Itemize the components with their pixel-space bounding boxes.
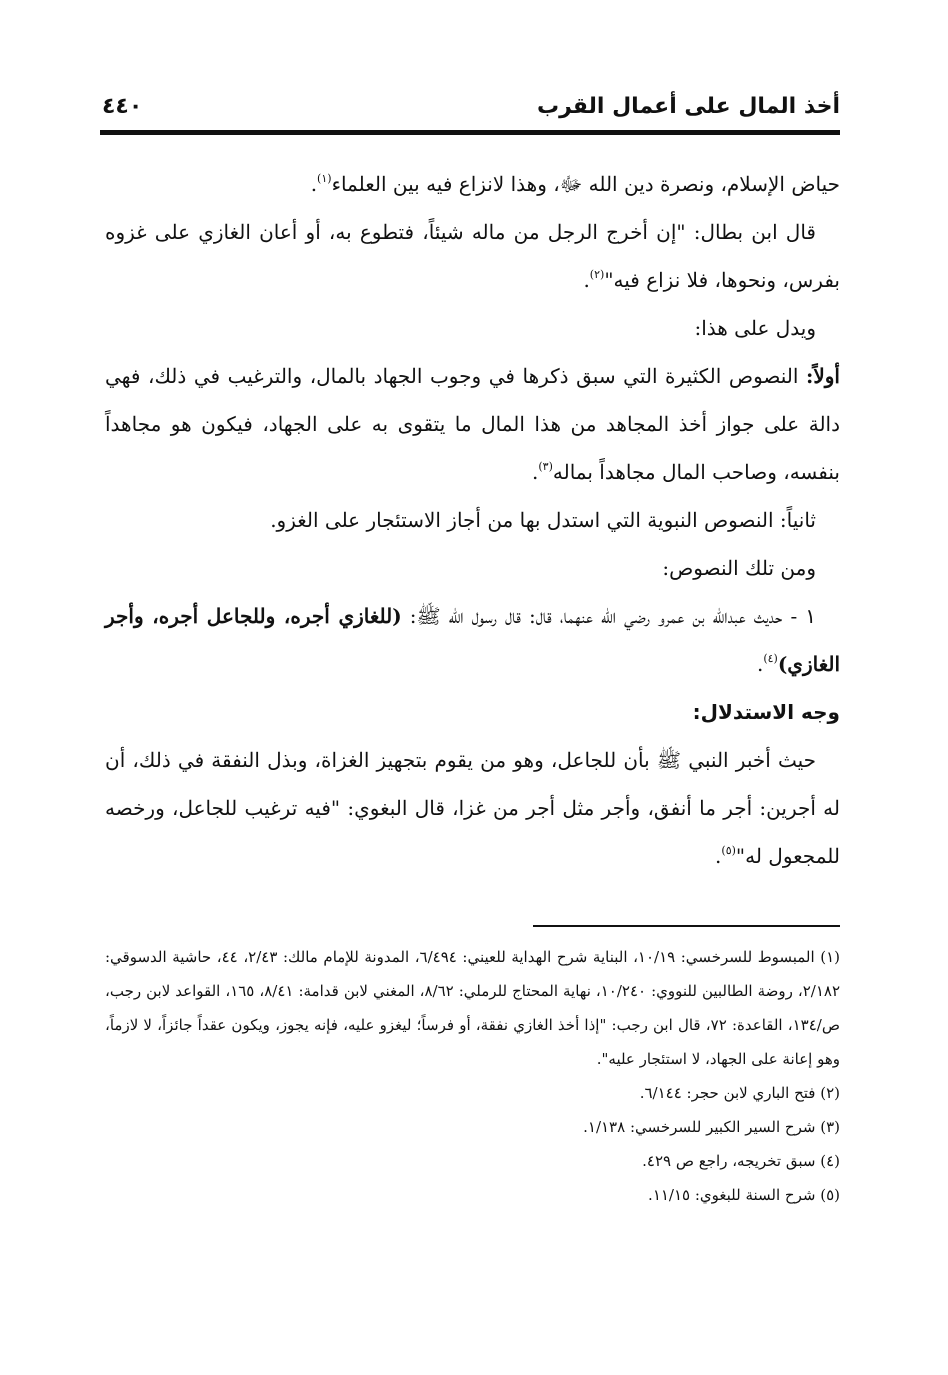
main-text — [105, 160, 840, 880]
paragraph-hadith: ١ - حديث عبدالله بن عمرو رضي الله عنهما، قال: قال رسول الله ﷺ: (للغازي أجره، وللجاعل أجره، وأجر الغازي)$^{(٤)}$. — [105, 604, 840, 676]
paragraph-inference: حيث أخبر النبي ﷺ بأن للجاعل، وهو من يقوم بتجهيز الغزاة، وبذل النفقة في ذلك، أن له أجرين: أجر ما أنفق، وأجر مثل أجر من غزا، قال البغوي: "فيه ترغيب للجاعل، ورخصه للمجعول له"$^{(٥)}$. — [105, 748, 840, 868]
footnotes — [105, 940, 840, 1212]
footnote-rule — [533, 925, 840, 927]
paragraph-1: حياض الإسلام، ونصرة دين الله ﷻ، وهذا لانزاع فيه بين العلماء$^{(١)}$. — [310, 172, 840, 196]
header-rule — [100, 130, 840, 135]
running-header — [100, 90, 840, 132]
footnote-ref-2: (٢) — [589, 268, 605, 281]
paragraph-texts-intro: ومن تلك النصوص: — [662, 556, 816, 580]
paragraph-first-evidence: أولاً: النصوص الكثيرة التي سبق ذكرها في وجوب الجهاد بالمال، والترغيب في ذلك، فهي دالة على جواز أخذ المجاهد من هذا المال ما يتقوى به على الجهاد، فيكون هو مجاهداً بنفسه، وصاحب المال مجاهداً بماله$^{(٣)}$. — [105, 364, 840, 484]
running-title: أخذ المال على أعمال القرب — [536, 94, 840, 119]
footnote-ref-1: (١) — [317, 172, 332, 185]
paragraph-second-evidence: ثانياً: النصوص النبوية التي استدل بها من أجاز الاستئجار على الغزو. — [270, 508, 816, 532]
footnote-5: (٥) شرح السنة للبغوي: ١١/١٥. — [648, 1186, 840, 1204]
hadith-quote: (للغازي أجره، وللجاعل أجره، وأجر الغازي) — [105, 604, 840, 676]
paragraph-evidence-intro: ويدل على هذا: — [694, 316, 816, 340]
footnote-ref-5: (٥) — [721, 844, 736, 857]
footnote-ref-4: (٤) — [763, 652, 778, 665]
first-label: أولاً: — [805, 364, 840, 388]
footnote-3: (٣) شرح السير الكبير للسرخسي: ١/١٣٨. — [583, 1118, 840, 1136]
paragraph-ibn-battal: قال ابن بطال: "إن أخرج الرجل من ماله شيئاً، فتطوع به، أو أعان الغازي على غزوه بفرس، ونحوها، فلا نزاع فيه"$^{(٢)}$. — [105, 220, 840, 292]
footnote-4: (٤) سبق تخريجه، راجع ص ٤٢٩. — [642, 1152, 840, 1170]
footnote-ref-3: (٣) — [538, 460, 553, 473]
section-heading: وجه الاستدلال: — [692, 700, 840, 724]
footnote-2: (٢) فتح الباري لابن حجر: ٦/١٤٤. — [639, 1084, 840, 1102]
page-number: ٤٤٠ — [102, 94, 143, 119]
footnote-1: (١) المبسوط للسرخسي: ١٠/١٩، البناية شرح الهداية للعيني: ٦/٤٩٤، المدونة للإمام مالك: ٢/٤٣، ٤٤، حاشية الدسوقي: ٢/١٨٢، روضة الطالبين للنووي: ١٠/٢٤٠، نهاية المحتاج للرملي: ٨/٦٢، المغني لابن قدامة: ٨/٤١، ١٦٥، القواعد لابن رجب، ص/١٣٤، القاعدة: ٧٢، قال ابن رجب: "إذا أخذ الغازي نفقة، أو فرساً؛ ليغزو عليه، فإنه يجوز، ويكون عقداً جائزاً، لا لازماً، وهو إعانة على الجهاد، لا استئجار عليه". — [105, 948, 841, 1068]
